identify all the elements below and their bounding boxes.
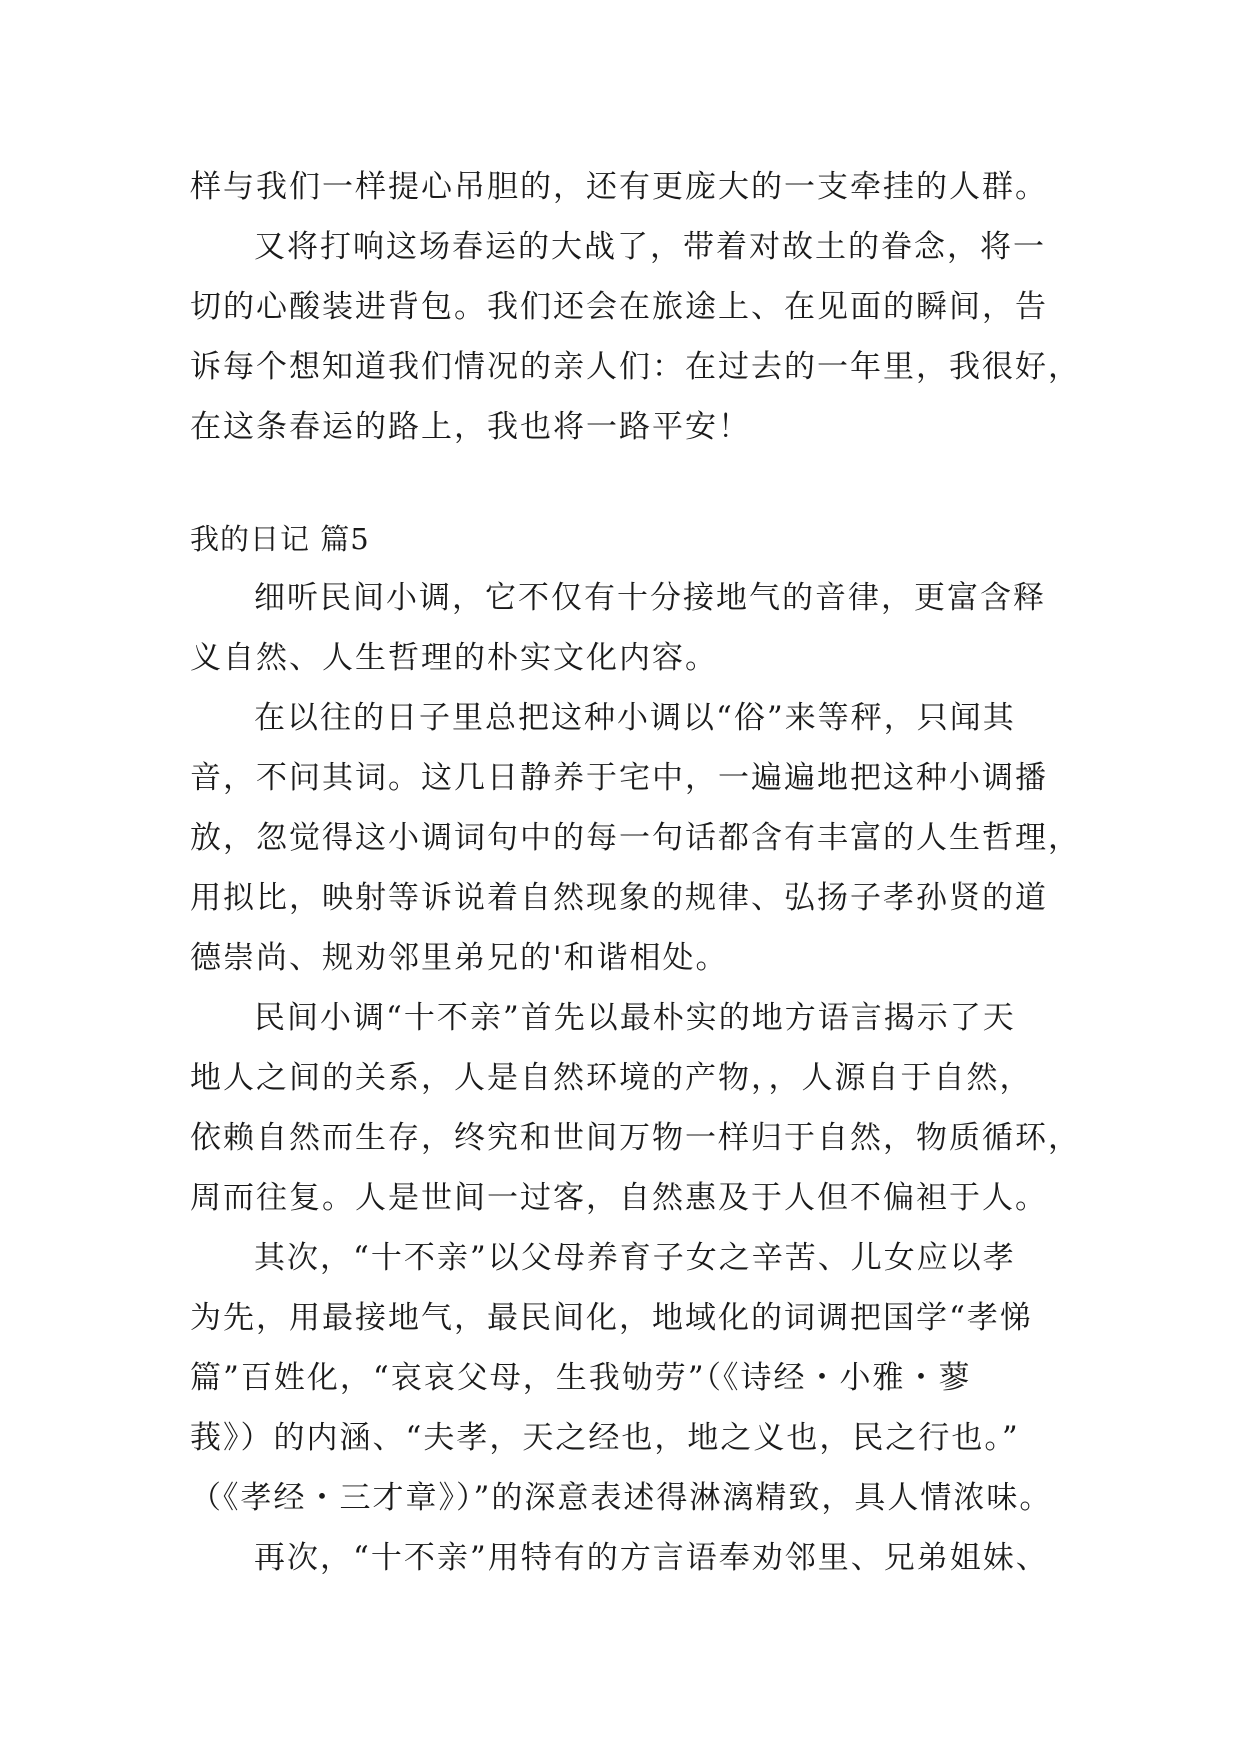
text-line: 细听民间小调，它不仅有十分接地气的音律，更富含释 xyxy=(254,580,1046,616)
text-line: （《孝经・三才章》）”的深意表述得淋漓精致，具人情浓味。 xyxy=(190,1480,1053,1516)
text-line: 德崇尚、规劝邻里弟兄的'和谐相处。 xyxy=(190,940,729,976)
text-line: 音，不问其词。这几日静养于宅中，一遍遍地把这种小调播 xyxy=(190,760,1048,796)
text-line: 切的心酸装进背包。我们还会在旅途上、在见面的瞬间，告 xyxy=(190,289,1048,325)
text-line: 民间小调“十不亲”首先以最朴实的地方语言揭示了天 xyxy=(254,1000,1016,1036)
text-line: 样与我们一样提心吊胆的，还有更庞大的一支牵挂的人群。 xyxy=(190,169,1048,205)
text-line: 地人之间的关系，人是自然环境的产物，，人源自于自然， xyxy=(190,1060,1033,1096)
text-line: 诉每个想知道我们情况的亲人们：在过去的一年里，我很好， xyxy=(190,349,1081,385)
text-line: 依赖自然而生存，终究和世间万物一样归于自然，物质循环， xyxy=(190,1120,1081,1156)
text-line: 放，忽觉得这小调词句中的每一句话都含有丰富的人生哲理， xyxy=(190,820,1081,856)
text-line: 在以往的日子里总把这种小调以“俗”来等秤，只闻其 xyxy=(254,700,1016,736)
text-line: 用拟比，映射等诉说着自然现象的规律、弘扬子孝孙贤的道 xyxy=(190,880,1048,916)
text-line: 再次，“十不亲”用特有的方言语奉劝邻里、兄弟姐妹、 xyxy=(254,1540,1049,1576)
text-line: 义自然、人生哲理的朴实文化内容。 xyxy=(190,640,718,676)
text-line: 周而往复。人是世间一过客，自然惠及于人但不偏袒于人。 xyxy=(190,1180,1048,1216)
text-line: 又将打响这场春运的大战了，带着对故土的眷念，将一 xyxy=(254,229,1046,265)
text-line: 篇”百姓化，“哀哀父母，生我劬劳”（《诗经・小雅・蓼 xyxy=(190,1360,972,1396)
text-line: 为先，用最接地气，最民间化，地域化的词调把国学“孝悌 xyxy=(190,1300,1033,1336)
section-heading: 我的日记 篇5 xyxy=(190,522,370,556)
text-line: 其次，“十不亲”以父母养育子女之辛苦、儿女应以孝 xyxy=(254,1240,1016,1276)
text-line: 在这条春运的路上，我也将一路平安！ xyxy=(190,409,751,445)
text-line: 莪》）的内涵、“夫孝，天之经也，地之义也，民之行也。” xyxy=(190,1420,1020,1456)
